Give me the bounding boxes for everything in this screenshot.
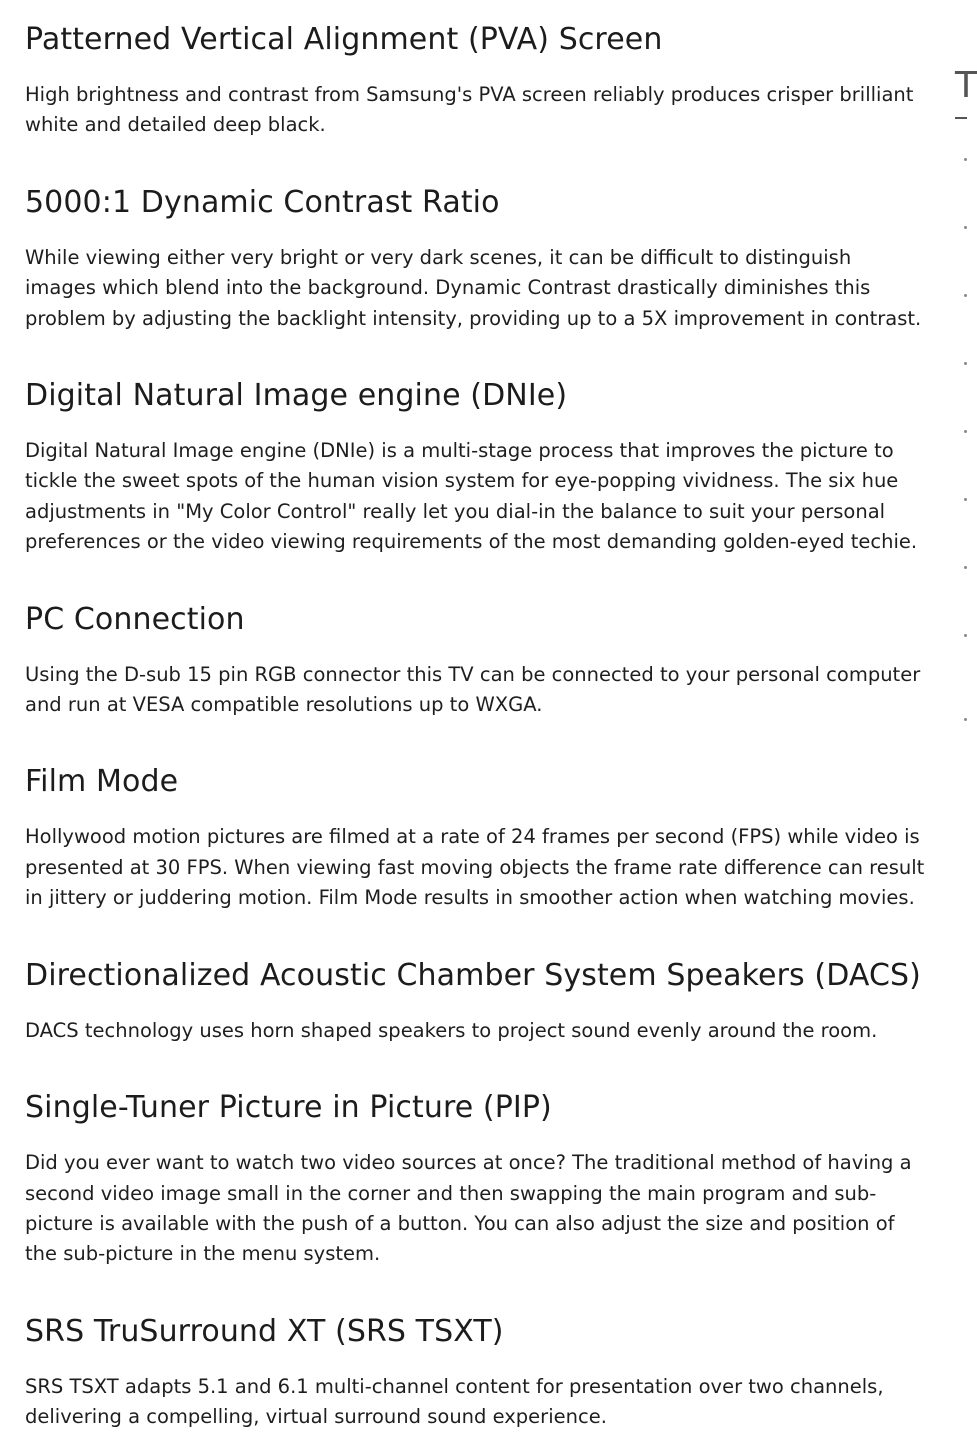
feature-title: 5000:1 Dynamic Contrast Ratio (25, 184, 500, 220)
feature-pc-connection (25, 600, 925, 721)
bullet-dot (964, 430, 967, 433)
feature-title: Patterned Vertical Alignment (PVA) Screen (25, 22, 663, 57)
feature-description: SRS TSXT adapts 5.1 and 6.1 multi-channel content for presentation over two channels, delivering a compelling, virtual surround sound experience. (25, 1374, 884, 1429)
feature-pva-screen (25, 20, 925, 141)
bullet-dot (964, 158, 967, 161)
bullet-dot (964, 498, 967, 501)
feature-title: Single-Tuner Picture in Picture (PIP) (25, 1090, 552, 1126)
feature-description: High brightness and contrast from Samsung's PVA screen reliably produces crisper brilliant white and detailed deep black. (25, 83, 914, 137)
feature-title: Film Mode (25, 764, 179, 800)
feature-title: SRS TruSurround XT (SRS TSXT) (25, 1313, 504, 1349)
bullet-dot (964, 718, 967, 721)
feature-dynamic-contrast (25, 183, 925, 334)
clipped-sidebar-heading: T (955, 65, 977, 106)
bullet-dot (964, 634, 967, 637)
feature-film-mode (25, 762, 925, 913)
feature-dnie (25, 376, 925, 558)
feature-title: Directionalized Acoustic Chamber System Speakers (DACS) (25, 957, 921, 993)
feature-list (25, 0, 925, 1433)
feature-description: Hollywood motion pictures are filmed at a rate of 24 frames per second (FPS) while video is presented at 30 FPS. When viewing fast moving objects the frame rate difference can result in jittery or juddering motion. Film Mode results in smoother action when watching movies. (25, 825, 925, 910)
feature-description: While viewing either very bright or very dark scenes, it can be difficult to distinguish images which blend into the background. Dynamic Contrast drastically diminishes this problem by adjusting the backlight intensity, providing up to a 5X improvement in contrast. (25, 245, 922, 330)
feature-dacs-speakers (25, 956, 925, 1046)
feature-srs-tsxt (25, 1312, 925, 1433)
clipped-sidebar-divider (955, 117, 967, 119)
feature-description: DACS technology uses horn shaped speakers to project sound evenly around the room. (25, 1018, 878, 1042)
feature-title: Digital Natural Image engine (DNIe) (25, 378, 568, 414)
bullet-dot (964, 362, 967, 365)
feature-description: Did you ever want to watch two video sources at once? The traditional method of having a second video image small in the corner and then swapping the main program and sub-picture is available with the push of a button. You can also adjust the size and position of the sub-picture in the menu system. (25, 1151, 912, 1266)
bullet-dot (964, 566, 967, 569)
feature-description: Using the D-sub 15 pin RGB connector this TV can be connected to your personal computer and run at VESA compatible resolutions up to WXGA. (25, 662, 921, 717)
feature-pip (25, 1088, 925, 1270)
feature-description: Digital Natural Image engine (DNIe) is a multi-stage process that improves the picture to tickle the sweet spots of the human vision system for eye-popping vividness. The six hue adjustments in "My Color Control" really let you dial-in the balance to suit your personal preferences or the video viewing requirements of the most demanding golden-eyed techie. (25, 439, 918, 554)
bullet-dot (964, 294, 967, 297)
feature-title: PC Connection (25, 601, 245, 637)
bullet-dot (964, 226, 967, 229)
